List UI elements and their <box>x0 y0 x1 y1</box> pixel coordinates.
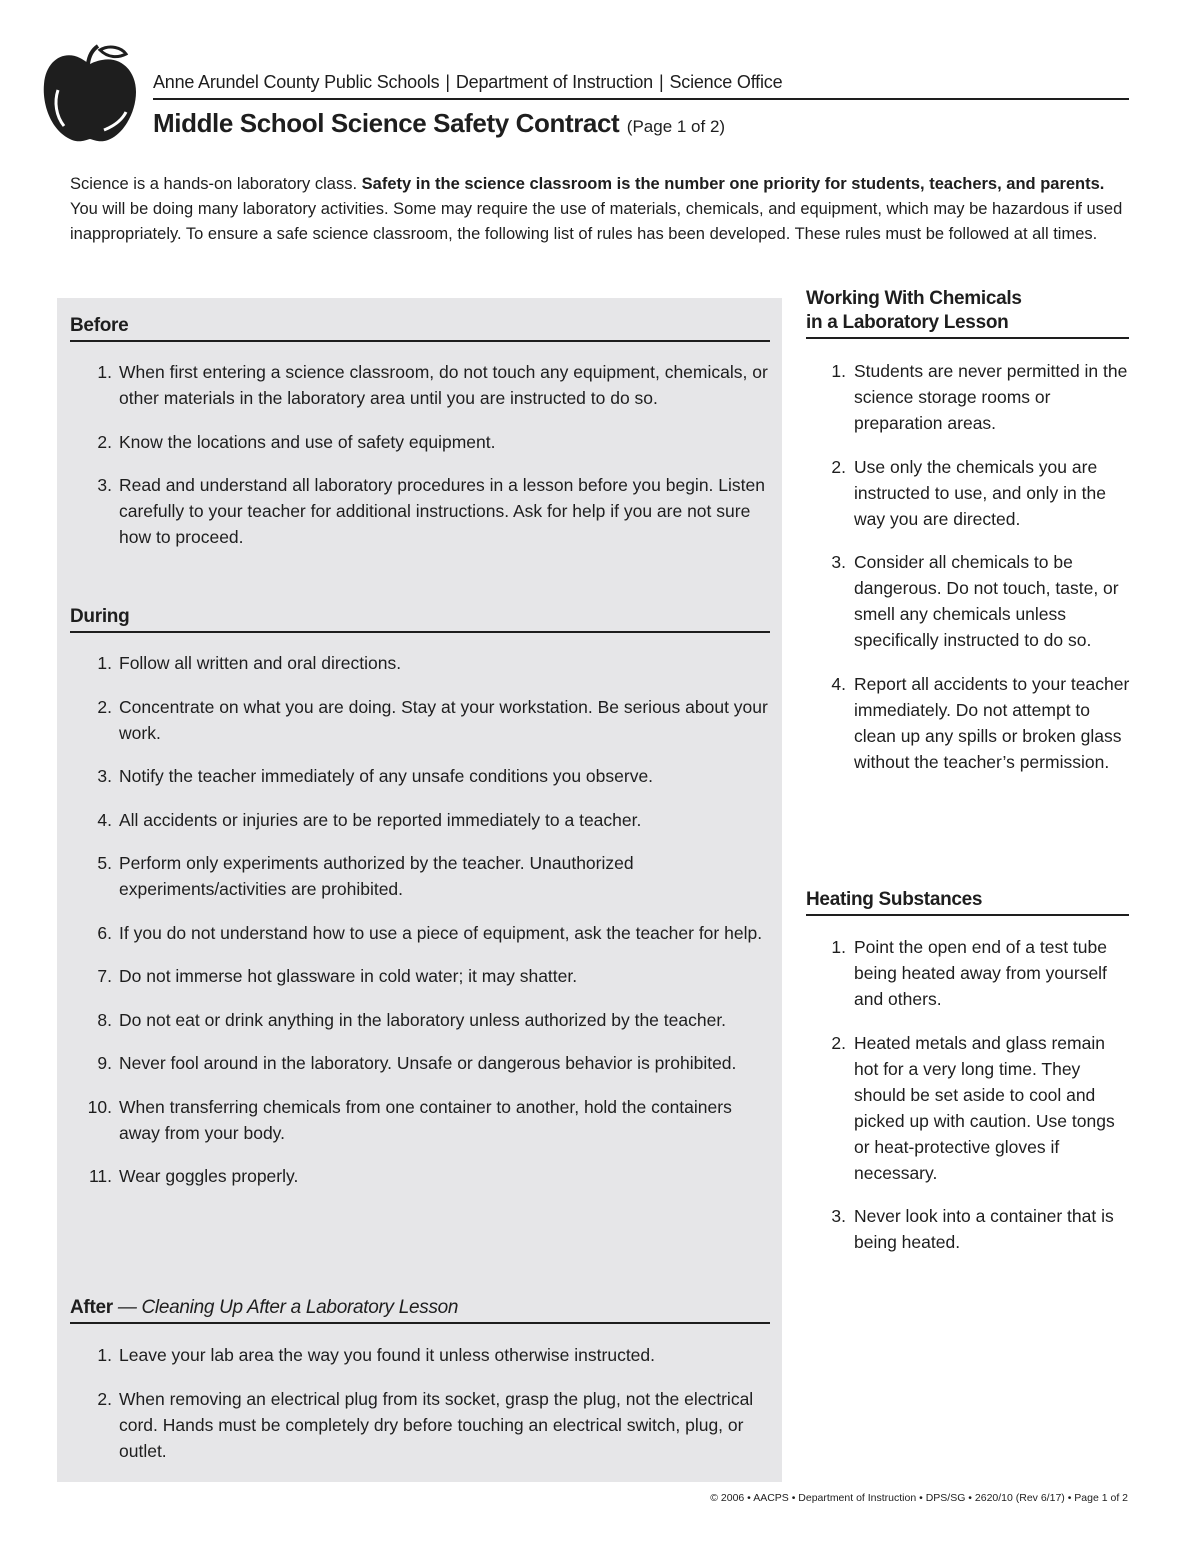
item-number: 3. <box>97 766 112 786</box>
heating-rules-list <box>808 934 1133 1273</box>
list-item <box>72 920 772 946</box>
item-text: Use only the chemicals you are instructed to use, and only in the way you are directed. <box>854 456 1106 529</box>
heading-text: During <box>70 606 130 627</box>
item-number: 8. <box>97 1009 112 1030</box>
during-rules-list <box>72 650 772 1207</box>
list-item <box>808 934 1133 1012</box>
item-number: 1. <box>831 937 846 957</box>
after-rules-list <box>72 1342 772 1481</box>
aacps-apple-logo <box>40 44 140 146</box>
item-number: 5. <box>97 853 112 873</box>
heading-text: Before <box>70 315 129 336</box>
list-item <box>72 472 772 550</box>
separator: | <box>658 72 664 92</box>
apple-logo-icon <box>40 44 140 146</box>
item-text: Do not eat or drink anything in the laboratory unless authorized by the teacher. <box>119 1009 727 1030</box>
list-item <box>72 807 772 833</box>
item-number: 3. <box>97 475 112 495</box>
item-text: If you do not understand how to use a piece of equipment, ask the teacher for help. <box>119 922 763 943</box>
item-text: Point the open end of a test tube being heated away from yourself and others. <box>854 937 1107 1009</box>
item-number: 3. <box>831 1206 846 1226</box>
list-item <box>808 358 1133 436</box>
item-text: Follow all written and oral directions. <box>119 653 402 673</box>
intro-bold: Safety in the science classroom is the number one priority for students, teachers, and parents. <box>361 175 1105 193</box>
list-item <box>72 694 772 746</box>
item-text: Heated metals and glass remain hot for a very long time. They should be set aside to cool and picked up with caution. Use tongs or heat-protective gloves if necessary. <box>854 1032 1115 1183</box>
item-text: Consider all chemicals to be dangerous. Do not touch, taste, or smell any chemicals unless specifically instructed to do so. <box>854 552 1119 650</box>
item-text: Wear goggles properly. <box>119 1166 299 1186</box>
list-item <box>72 1342 772 1368</box>
heading-text: Heating Substances <box>806 889 983 910</box>
item-text: Notify the teacher immediately of any unsafe conditions you observe. <box>119 766 654 786</box>
item-number: 11. <box>88 1166 112 1186</box>
list-item <box>72 1007 772 1033</box>
intro-rest: You will be doing many laboratory activities. Some may require the use of materials, chemicals, and equipment, which may be hazardous if used inappropriately. To ensure a safe science classroom, the following list of rules has been developed. These rules must be followed at all times. <box>70 200 1123 243</box>
org-name: Anne Arundel County Public Schools <box>153 72 440 92</box>
item-number: 2. <box>97 696 112 717</box>
list-item <box>72 763 772 789</box>
item-text: Never look into a container that is being heated. <box>854 1206 1114 1252</box>
heading-text: Working With Chemicals <box>806 288 1022 309</box>
item-number: 10. <box>87 1096 112 1117</box>
list-item <box>72 429 772 455</box>
item-text: When first entering a science classroom, do not touch any equipment, chemicals, or other materials in the laboratory area until you are instructed to do so. <box>119 362 768 408</box>
item-text: Concentrate on what you are doing. Stay at your workstation. Be serious about your work. <box>119 696 768 743</box>
item-number: 3. <box>831 552 846 572</box>
item-number: 7. <box>97 966 112 986</box>
chemicals-rules-list <box>808 358 1133 792</box>
list-item <box>808 549 1133 653</box>
item-number: 1. <box>97 362 112 382</box>
item-number: 6. <box>97 922 112 943</box>
item-text: Leave your lab area the way you found it unless otherwise instructed. <box>119 1345 656 1365</box>
before-rules-list <box>72 359 772 568</box>
list-item <box>72 1050 772 1076</box>
list-item <box>808 671 1133 775</box>
item-text: All accidents or injuries are to be reported immediately to a teacher. <box>119 809 642 830</box>
title-text: Middle School Science Safety Contract <box>153 108 620 138</box>
item-number: 9. <box>97 1053 112 1073</box>
item-number: 4. <box>97 809 112 830</box>
item-text: Read and understand all laboratory procedures in a lesson before you begin. Listen carefully to your teacher for additional instructions. Ask for help if you are not sure how to proceed. <box>119 475 765 547</box>
heading-subtext: Cleaning Up After a Laboratory Lesson <box>141 1297 459 1318</box>
section-heading-chemicals <box>806 287 1129 339</box>
heading-dash: — <box>117 1297 137 1318</box>
heading-text: After <box>70 1297 113 1318</box>
item-number: 2. <box>831 456 846 477</box>
item-text: Students are never permitted in the science storage rooms or preparation areas. <box>854 361 1128 433</box>
item-number: 4. <box>831 673 846 694</box>
item-number: 2. <box>97 1388 112 1409</box>
intro-paragraph <box>70 172 1130 247</box>
section-heading-heating <box>806 888 1129 916</box>
list-item <box>808 454 1133 532</box>
heading-text: in a Laboratory Lesson <box>806 312 1009 333</box>
office-name: Science Office <box>669 72 783 92</box>
section-heading-during <box>70 605 770 633</box>
list-item <box>808 1030 1133 1186</box>
item-text: Perform only experiments authorized by the teacher. Unauthorized experiments/activities are prohibited. <box>119 853 634 899</box>
item-number: 1. <box>831 361 846 381</box>
item-number: 2. <box>97 431 112 452</box>
item-text: Do not immerse hot glassware in cold water; it may shatter. <box>119 966 578 986</box>
section-heading-before <box>70 314 770 342</box>
list-item <box>72 1163 772 1189</box>
intro-lead: Science is a hands-on laboratory class. <box>70 175 358 193</box>
document-title <box>153 108 725 139</box>
page-footer: © 2006 • AACPS • Department of Instruction • DPS/SG • 2620/10 (Rev 6/17) • Page 1 of 2 <box>710 1492 1128 1504</box>
item-text: Know the locations and use of safety equipment. <box>119 431 496 452</box>
separator: | <box>445 72 450 92</box>
list-item <box>72 359 772 411</box>
item-text: When transferring chemicals from one container to another, hold the containers away from your body. <box>119 1096 732 1143</box>
item-number: 1. <box>97 1345 112 1365</box>
page-indicator: (Page 1 of 2) <box>626 117 726 136</box>
item-text: Never fool around in the laboratory. Unsafe or dangerous behavior is prohibited. <box>119 1053 737 1073</box>
department-name: Department of Instruction <box>455 72 653 92</box>
list-item <box>72 1094 772 1146</box>
item-number: 2. <box>831 1032 846 1053</box>
item-number: 1. <box>97 653 112 673</box>
list-item <box>72 963 772 989</box>
list-item <box>72 1386 772 1464</box>
item-text: When removing an electrical plug from its socket, grasp the plug, not the electrical cord. Hands must be completely dry before touching an electrical switch, plug, or outlet. <box>119 1388 754 1461</box>
section-heading-after <box>70 1296 770 1324</box>
list-item <box>72 850 772 902</box>
list-item <box>808 1203 1133 1255</box>
list-item <box>72 650 772 676</box>
item-text: Report all accidents to your teacher immediately. Do not attempt to clean up any spills or broken glass without the teacher’s permission. <box>854 673 1130 772</box>
organization-header <box>153 72 1129 100</box>
